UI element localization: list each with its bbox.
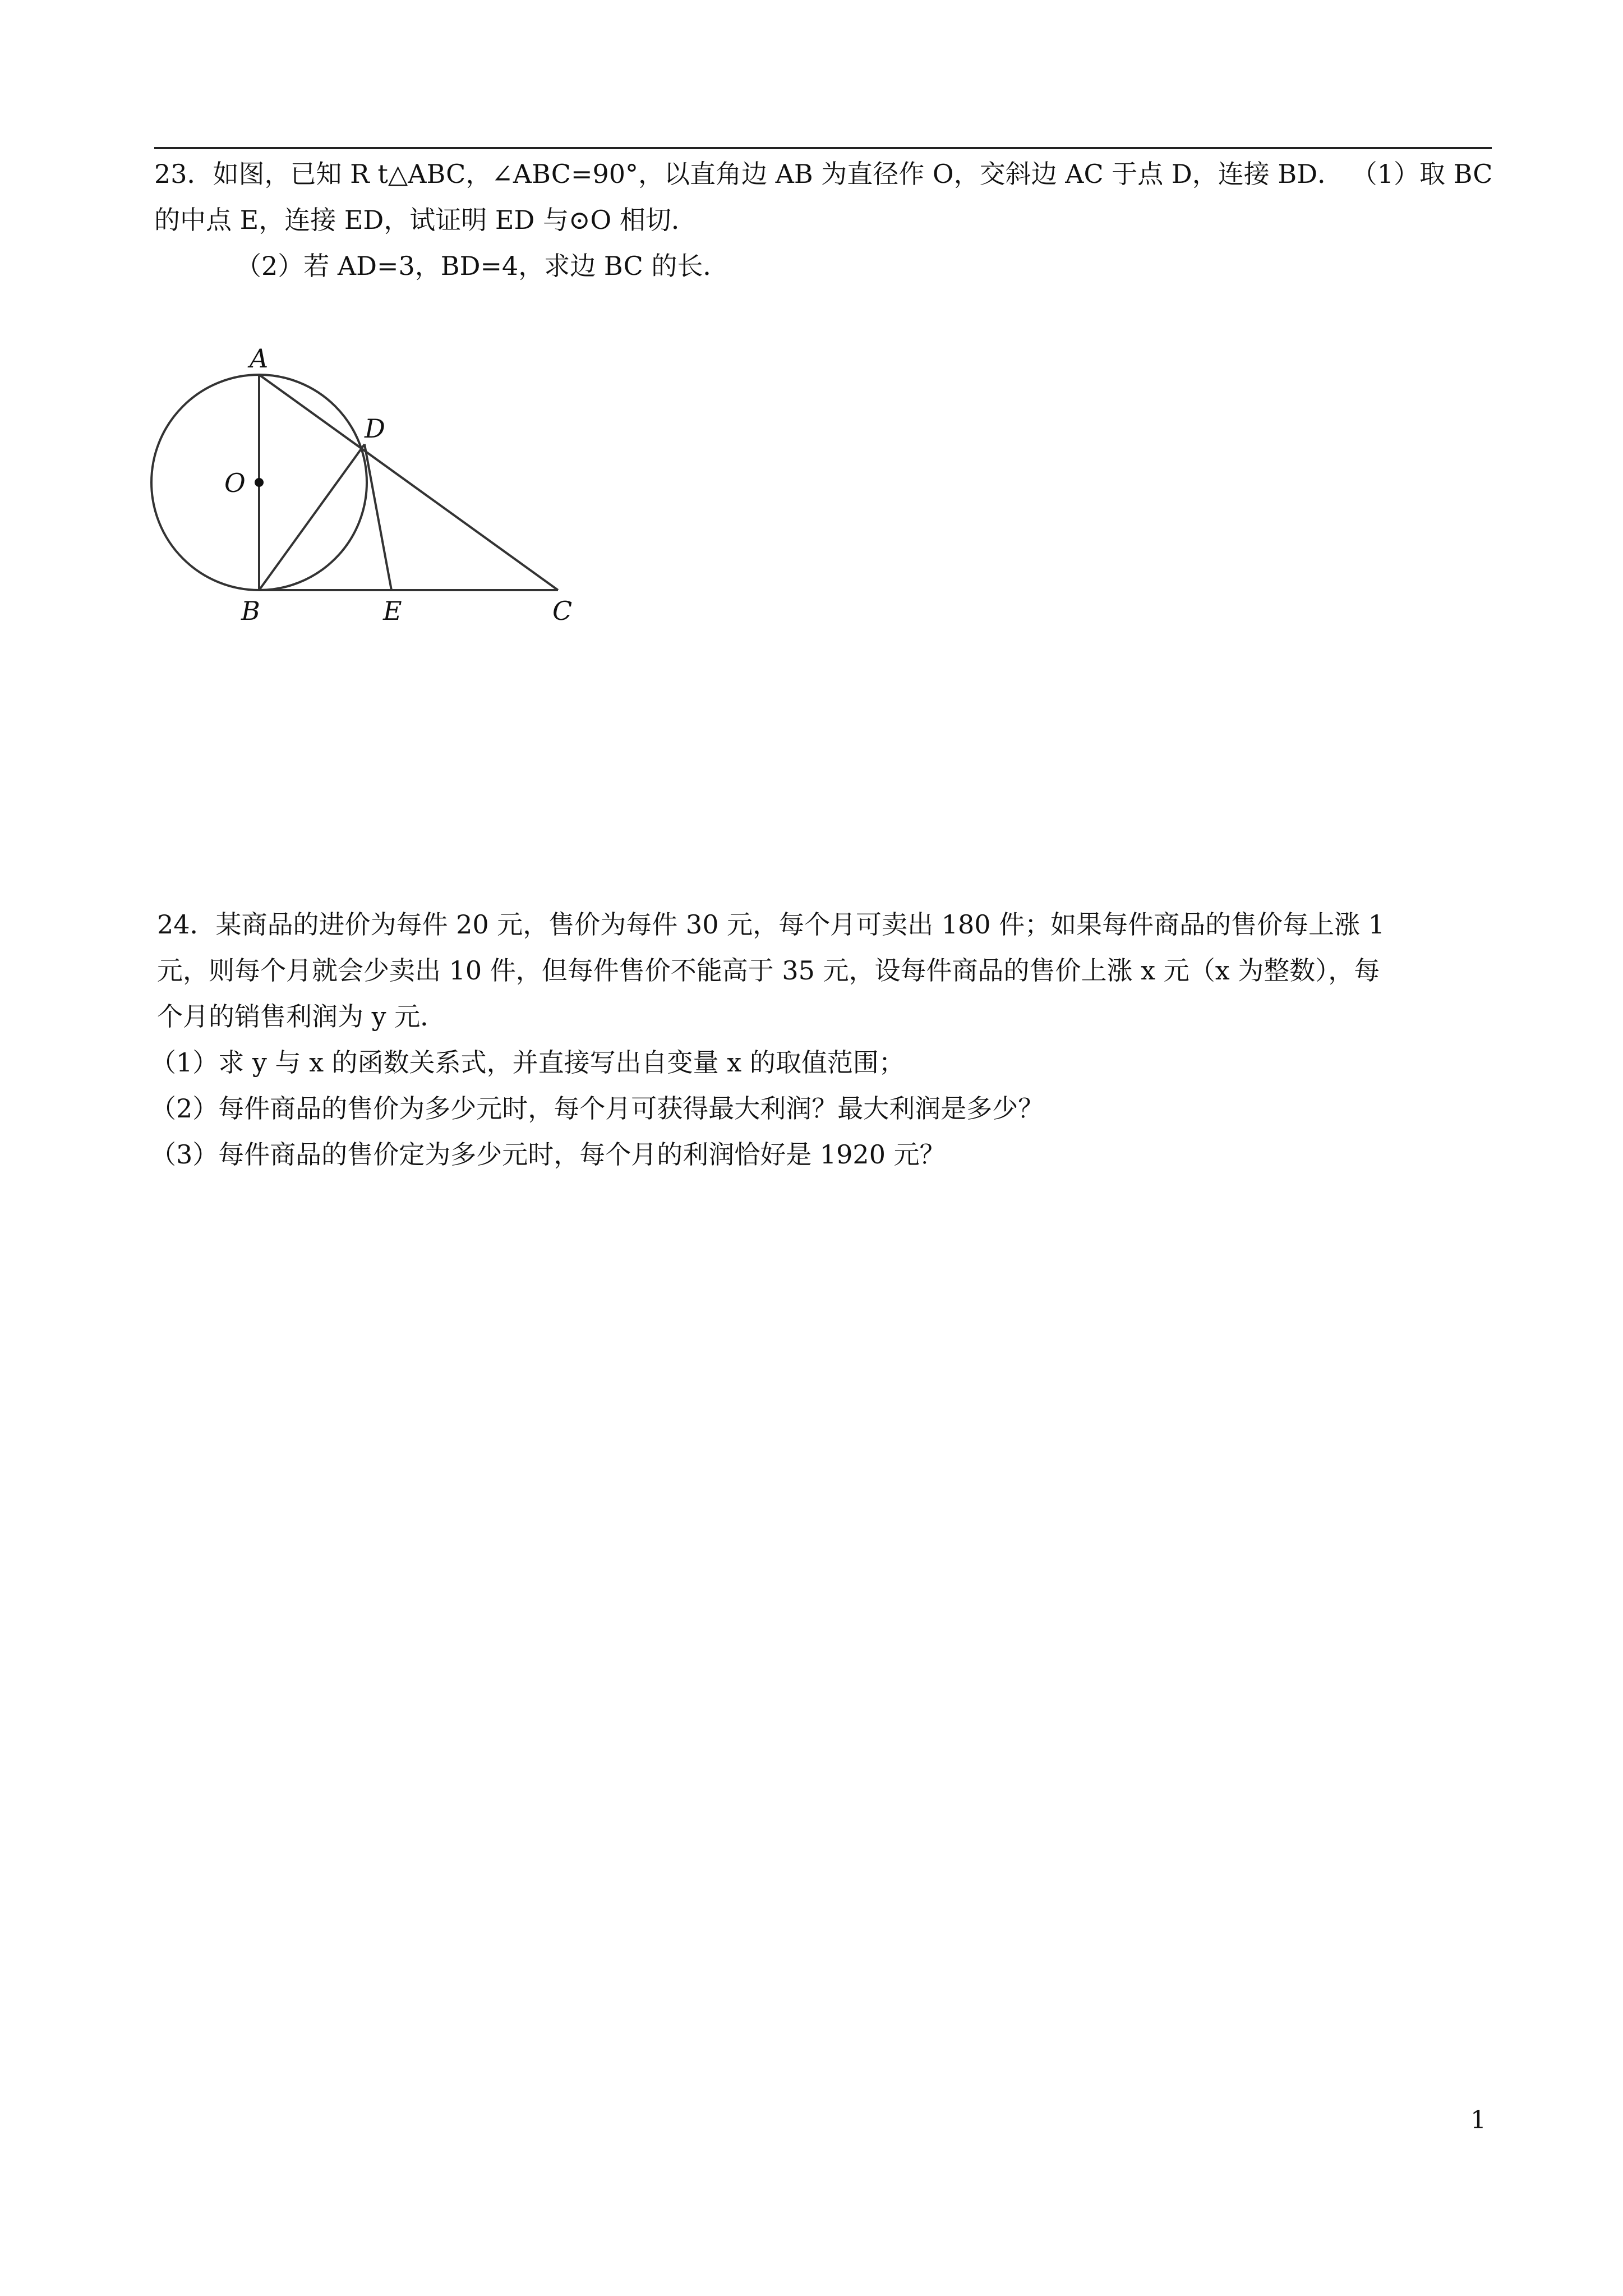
label-d: D [365, 413, 385, 444]
header-rule [154, 147, 1492, 149]
geometry-diagram [143, 325, 592, 628]
q23-line-3: （2）若 AD=3，BD=4，求边 BC 的长． [236, 251, 729, 281]
label-b: B [241, 596, 260, 626]
segment-ac [259, 375, 558, 590]
q24-sub-3: （3）每件商品的售价定为多少元时，每个月的利润恰好是 1920 元？ [150, 1139, 946, 1170]
q24-line-2: 元，则每个月就会少卖出 10 件，但每件售价不能高于 35 元，设每件商品的售价上涨 x 元（x 为整数），每 [157, 955, 1380, 986]
q24-sub-1: （1）求 y 与 x 的函数关系式，并直接写出自变量 x 的取值范围； [150, 1047, 905, 1078]
label-o: O [224, 468, 246, 498]
center-point-o [255, 478, 264, 487]
q23-line-2: 的中点 E，连接 ED，试证明 ED 与⊙O 相切． [154, 205, 697, 235]
geometry-figure [143, 325, 592, 628]
q23-line-1: 23．如图，已知 R t△ABC，∠ABC=90°，以直角边 AB 为直径作 O，交斜边 AC 于点 D，连接 BD． （1）取 BC [154, 159, 1493, 189]
segment-bd [259, 444, 365, 590]
page-number: 1 [1470, 2106, 1486, 2134]
q24-line-1: 24．某商品的进价为每件 20 元，售价为每件 30 元，每个月可卖出 180 件；如果每件商品的售价每上涨 1 [157, 909, 1385, 940]
label-c: C [552, 596, 573, 626]
q24-sub-2: （2）每件商品的售价为多少元时，每个月可获得最大利润？最大利润是多少？ [150, 1093, 1044, 1124]
q24-line-3: 个月的销售利润为 y 元． [157, 1001, 446, 1032]
label-e: E [383, 596, 402, 626]
label-a: A [250, 343, 269, 374]
